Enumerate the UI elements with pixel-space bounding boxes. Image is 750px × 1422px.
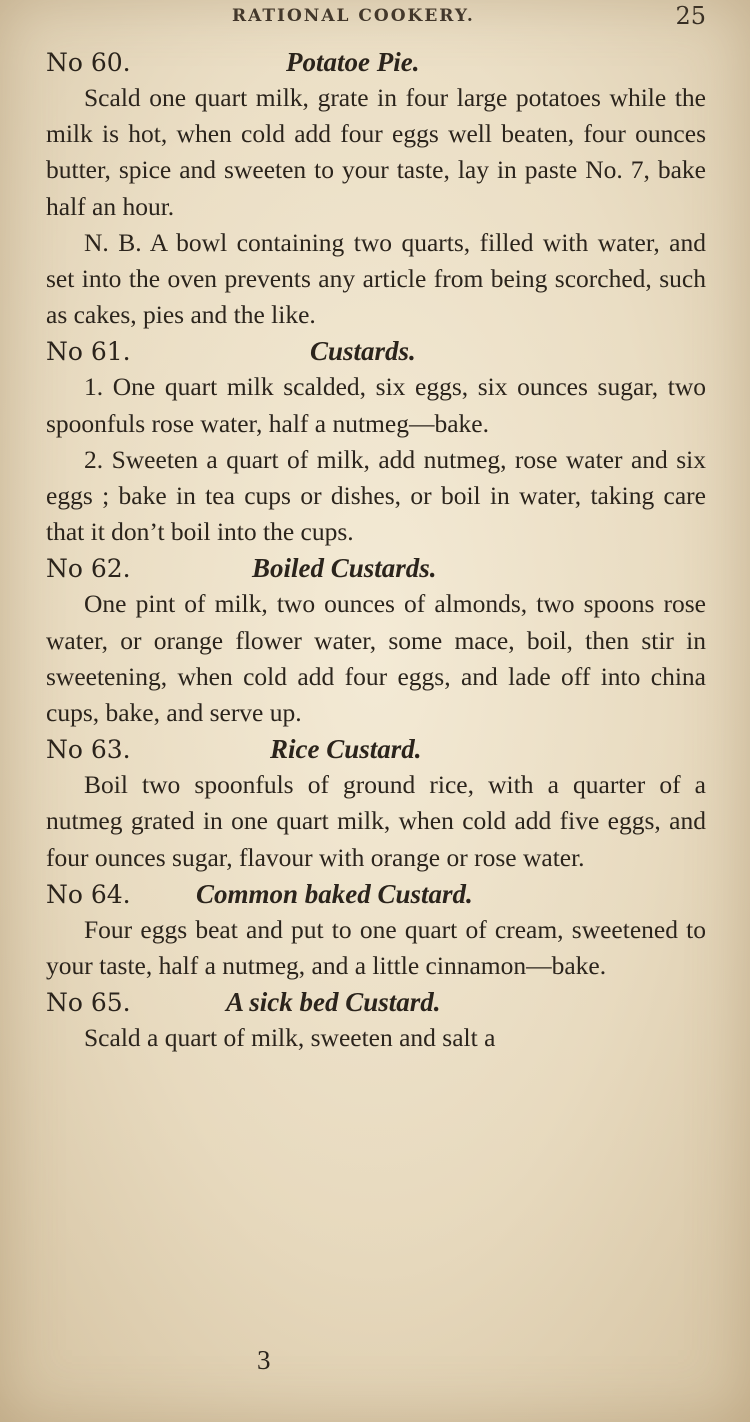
recipe-title: A sick bed Custard.	[226, 987, 441, 1018]
page-content	[46, 44, 706, 1056]
recipe-paragraph: 1. One quart milk scalded, six eggs, six ounces sugar, two spoonfuls rose water, half a nutmeg—bake.	[46, 372, 706, 438]
signature-mark: 3	[257, 1345, 271, 1375]
recipe-paragraph: One pint of milk, two ounces of almonds, two spoons rose water, or orange flower water, some mace, boil, then stir in sweetening, when cold add four eggs, and lade off into china cups, bake, and serve up.	[46, 589, 706, 728]
recipe-heading	[46, 984, 706, 1020]
recipe-heading	[46, 550, 706, 586]
recipe-title: Rice Custard.	[270, 734, 422, 765]
recipe-number: No 60.	[46, 48, 131, 77]
recipe-number: No 63.	[46, 735, 131, 765]
recipe-65	[46, 984, 706, 1056]
recipe-title: Custards.	[310, 336, 416, 367]
recipe-paragraph: 2. Sweeten a quart of milk, add nutmeg, rose water and six eggs ; bake in tea cups or dishes, or boil in water, taking care that it don’t boil into the cups.	[46, 444, 706, 547]
recipe-title: Common baked Custard.	[196, 878, 473, 909]
recipe-heading	[46, 333, 706, 369]
recipe-61	[46, 333, 706, 550]
recipe-number: No 64.	[46, 879, 131, 909]
recipe-paragraph: Scald a quart of milk, sweeten and salt a	[84, 1023, 496, 1053]
recipe-heading	[46, 44, 706, 80]
running-head: RATIONAL COOKERY.	[232, 6, 475, 26]
recipe-64	[46, 876, 706, 984]
recipe-number: No 62.	[46, 554, 131, 584]
recipe-number: No 61.	[46, 337, 131, 367]
recipe-60	[46, 44, 706, 333]
recipe-title: Potatoe Pie.	[286, 47, 420, 77]
recipe-heading	[46, 731, 706, 767]
recipe-63	[46, 731, 706, 876]
recipe-62	[46, 550, 706, 731]
recipe-number: No 65.	[46, 988, 131, 1018]
recipe-paragraph: Boil two spoonfuls of ground rice, with a quarter of a nutmeg grated in one quart milk, when cold add five eggs, and four ounces sugar, flavour with orange or rose water.	[46, 770, 706, 872]
recipe-note: N. B. A bowl containing two quarts, filled with water, and set into the oven prevents any article from being scorched, such as cakes, pies and the like.	[46, 227, 706, 330]
recipe-heading	[46, 876, 706, 912]
recipe-paragraph: Scald one quart milk, grate in four large potatoes while the milk is hot, when cold add four eggs well beaten, four ounces butter, spice and sweeten to your taste, lay in paste No. 7, bake half an hour.	[46, 83, 706, 221]
recipe-title: Boiled Custards.	[252, 553, 437, 584]
page-number: 25	[675, 2, 706, 30]
recipe-paragraph: Four eggs beat and put to one quart of cream, sweetened to your taste, half a nutmeg, and a little cinnamon—bake.	[46, 914, 706, 981]
